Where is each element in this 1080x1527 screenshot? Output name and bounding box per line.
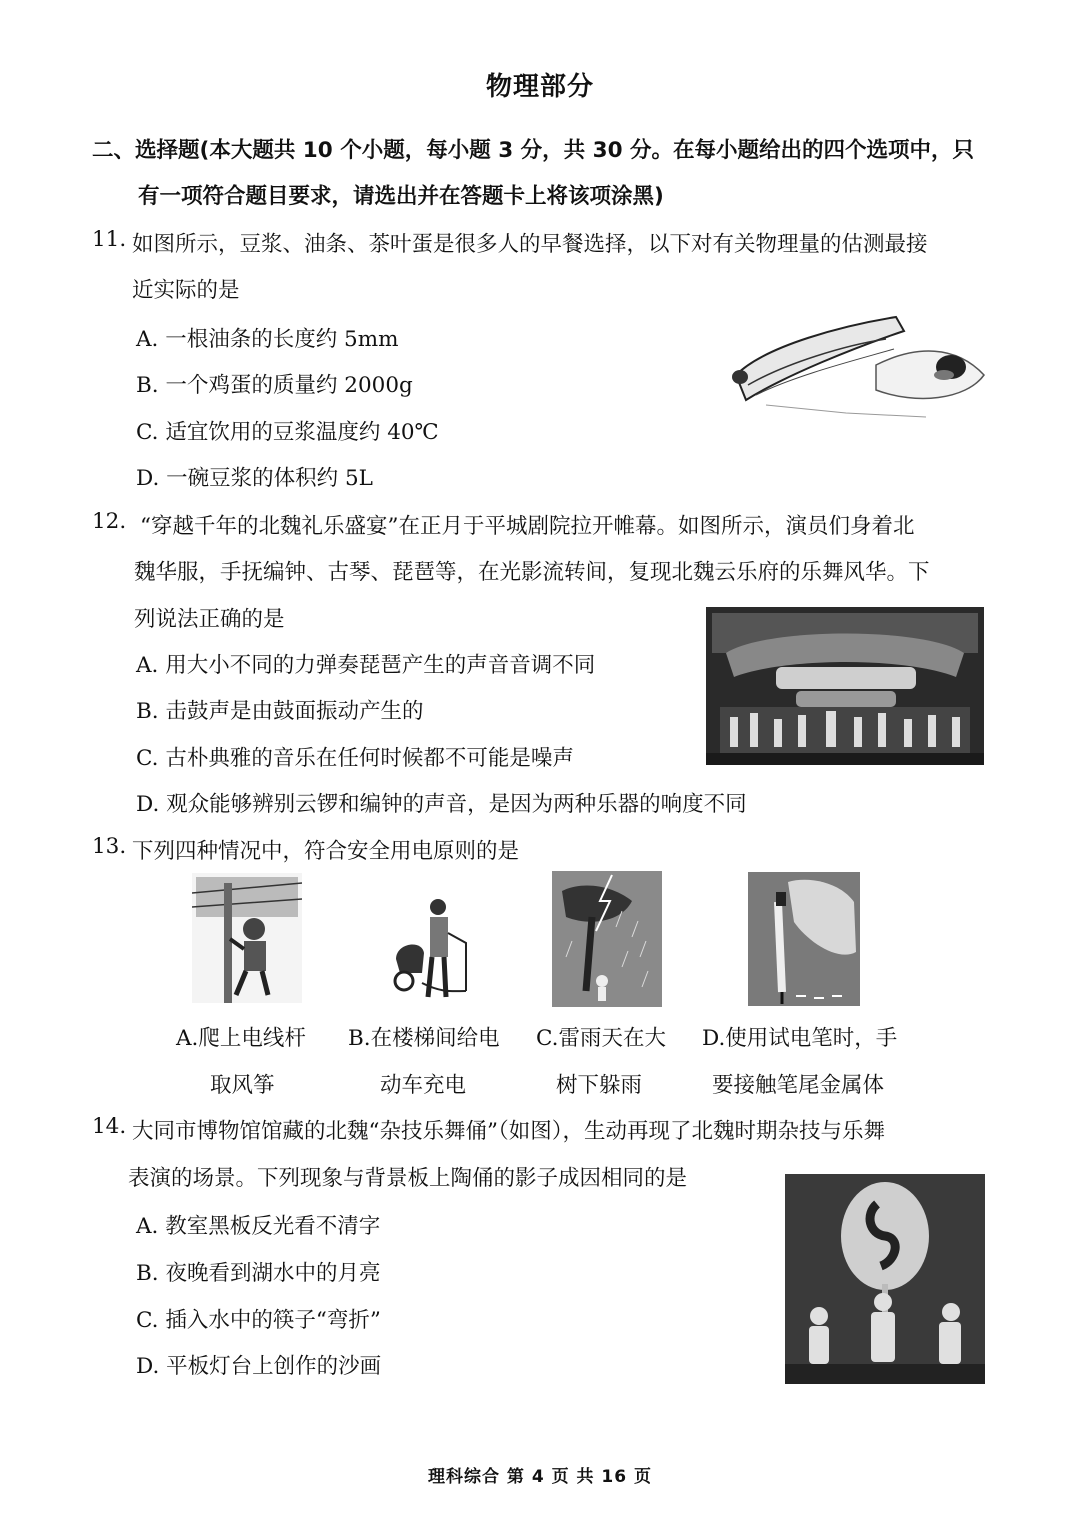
q14-option-b[interactable]: B. 夜晚看到湖水中的月亮 <box>136 1261 381 1286</box>
q12-number: 12. <box>92 509 127 534</box>
q13-caption-d-line1: D.使用试电笔时，手 <box>702 1026 898 1051</box>
q13-image-b-stairwell-charging <box>382 873 482 1003</box>
q12-stem-line1: “穿越千年的北魏礼乐盛宴”在正月于平城剧院拉开帷幕。如图所示，演员们身着北 <box>140 514 915 539</box>
q11-option-a[interactable]: A. 一根油条的长度约 5mm <box>136 327 399 352</box>
q12-option-d[interactable]: D. 观众能够辨别云锣和编钟的声音，是因为两种乐器的响度不同 <box>136 792 747 817</box>
page-title: 物理部分 <box>485 72 594 102</box>
q13-number: 13. <box>92 834 127 859</box>
q13-caption-b-line1: B.在楼梯间给电 <box>348 1026 500 1051</box>
q11-option-c[interactable]: C. 适宜饮用的豆浆温度约 40℃ <box>136 420 439 445</box>
q14-stem-line2: 表演的场景。下列现象与背景板上陶俑的影子成因相同的是 <box>128 1166 688 1191</box>
q12-option-c[interactable]: C. 古朴典雅的音乐在任何时候都不可能是噪声 <box>136 746 574 771</box>
q11-option-d[interactable]: D. 一碗豆浆的体积约 5L <box>136 466 373 491</box>
q12-option-b[interactable]: B. 击鼓声是由鼓面振动产生的 <box>136 699 424 724</box>
q11-stem-line1: 如图所示，豆浆、油条、茶叶蛋是很多人的早餐选择，以下对有关物理量的估测最接 <box>132 232 928 257</box>
q13-caption-b-line2: 动车充电 <box>380 1073 467 1098</box>
q11-breakfast-image <box>726 305 988 423</box>
q13-image-c-tree-in-storm <box>552 871 662 1007</box>
q13-caption-a-line2: 取风筝 <box>210 1073 275 1098</box>
q14-stem-line1: 大同市博物馆馆藏的北魏“杂技乐舞俑”（如图），生动再现了北魏时期杂技与乐舞 <box>132 1119 885 1144</box>
q11-stem-line2: 近实际的是 <box>132 278 240 303</box>
q14-option-d[interactable]: D. 平板灯台上创作的沙画 <box>136 1354 382 1379</box>
q14-acrobat-figurines-image <box>785 1174 985 1384</box>
q13-caption-a-line1: A.爬上电线杆 <box>176 1026 306 1051</box>
q13-caption-c-line1: C.雷雨天在大 <box>536 1026 667 1051</box>
q11-option-b[interactable]: B. 一个鸡蛋的质量约 2000g <box>136 373 413 398</box>
q14-number: 14. <box>92 1114 127 1139</box>
q13-stem-line1: 下列四种情况中，符合安全用电原则的是 <box>132 839 520 864</box>
q12-option-a[interactable]: A. 用大小不同的力弹奏琵琶产生的声音音调不同 <box>136 653 596 678</box>
q13-image-a-pole-climbing <box>192 873 302 1003</box>
q12-theater-stage-image <box>706 607 984 765</box>
q13-caption-d-line2: 要接触笔尾金属体 <box>712 1073 885 1098</box>
page-footer: 理科综合 第 4 页 共 16 页 <box>428 1467 652 1487</box>
q14-option-c[interactable]: C. 插入水中的筷子“弯折” <box>136 1308 381 1333</box>
q11-number: 11. <box>92 227 127 252</box>
q12-stem-line2: 魏华服，手抚编钟、古琴、琵琶等，在光影流转间，复现北魏云乐府的乐舞风华。下 <box>134 560 930 585</box>
section-heading-line2: 有一项符合题目要求，请选出并在答题卡上将该项涂黑) <box>138 184 664 209</box>
q13-image-d-test-pen <box>748 872 860 1006</box>
q14-option-a[interactable]: A. 教室黑板反光看不清字 <box>136 1214 381 1239</box>
q12-stem-line3: 列说法正确的是 <box>134 607 285 632</box>
q13-caption-c-line2: 树下躲雨 <box>556 1073 643 1098</box>
section-heading-line1: 二、选择题(本大题共 10 个小题，每小题 3 分，共 30 分。在每小题给出的四个选项中，只 <box>92 138 975 163</box>
